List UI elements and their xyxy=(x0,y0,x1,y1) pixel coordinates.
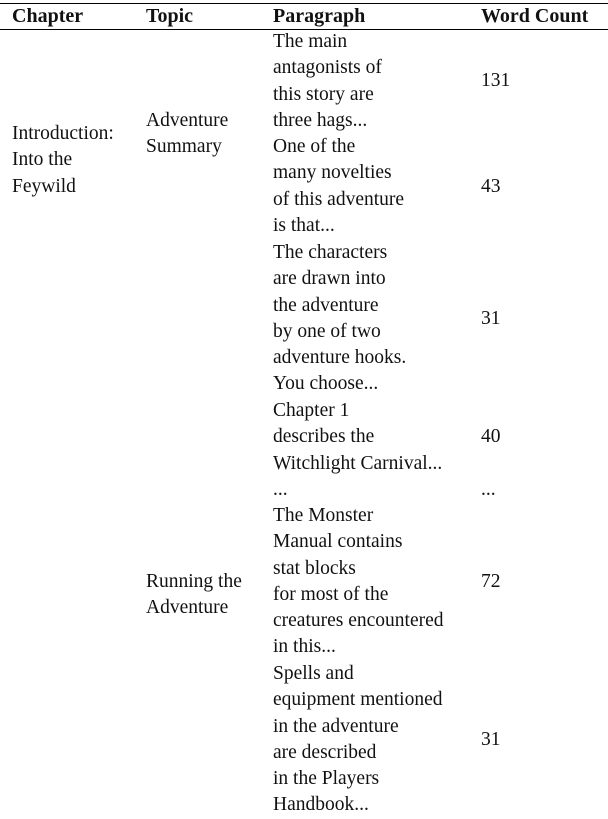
paragraph-cell: ... xyxy=(273,479,288,500)
header-topic: Topic xyxy=(146,5,194,27)
table-top-rule xyxy=(0,3,608,4)
paragraph-cell: The Monster Manual contains stat blocks for most of the creatures encountered in this... xyxy=(273,505,444,658)
header-chapter: Chapter xyxy=(12,5,84,27)
topic-cell: Running the Adventure xyxy=(146,571,242,619)
header-paragraph: Paragraph xyxy=(273,5,366,27)
word-count-cell: 31 xyxy=(481,308,501,329)
word-count-cell: 40 xyxy=(481,426,501,447)
paragraph-cell: The characters are drawn into the adventure by one of two adventure hooks. You choose... xyxy=(273,242,407,395)
word-count-cell: ... xyxy=(481,479,496,500)
paragraph-cell: One of the many novelties of this adventure is that... xyxy=(273,136,405,236)
topic-cell: Adventure Summary xyxy=(146,110,229,158)
word-count-cell: 43 xyxy=(481,176,501,197)
word-count-cell: 131 xyxy=(481,70,511,91)
chapter-cell: Introduction: Into the Feywild xyxy=(12,123,114,197)
paragraph-cell: Chapter 1 describes the Witchlight Carnival... xyxy=(273,400,443,474)
word-count-cell: 31 xyxy=(481,729,501,750)
header-word-count: Word Count xyxy=(481,5,589,27)
paragraph-cell: The main antagonists of this story are three hags... xyxy=(273,31,382,131)
word-count-cell: 72 xyxy=(481,571,501,592)
paragraph-cell: Spells and equipment mentioned in the adventure are described in the Players Handbook... xyxy=(273,663,443,816)
